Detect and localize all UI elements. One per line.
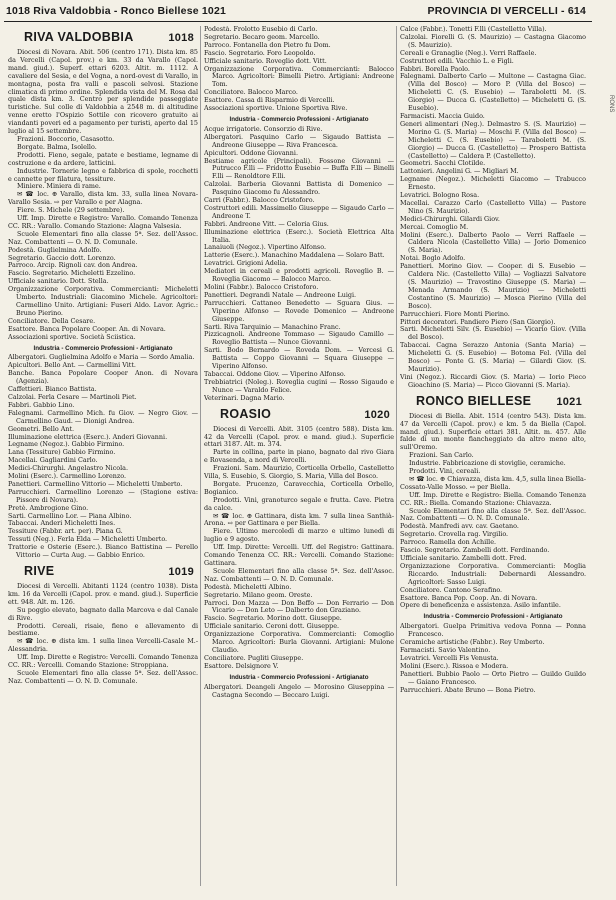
directory-entry: Organizzazione Corporativa. Commercianti: Moglia Riccardo. Industriali: Debernardi Alessandro. Agricoltori: Sasso Luigi.: [400, 561, 586, 586]
paragraph: Frazioni. Sam. Maurizio, Corticella Orbello, Castelletto Villa, S. Eusebio, S. Giorgio, S. Maria, Villa del Bosco.: [204, 464, 394, 481]
directory-entry: Lattonieri. Angelini G. — Migliari M.: [400, 167, 519, 176]
subsection-heading: Industria - Commercio Professioni - Artigianato: [229, 673, 369, 681]
column-3: [400, 26, 586, 894]
directory-entry: Ceramiche artistiche (Fabbr.). Rey Umberto.: [400, 638, 545, 647]
paragraph: ✉ ☎ loc. ⊕ dista km. 1 sulla linea Vercelli-Casale M.-Alessandria.: [8, 637, 198, 654]
directory-entry: Sarti. Micheletti Silv. (S. Eusebio) — Vicario Giov. (Villa del Bosco).: [400, 325, 586, 342]
directory-entry: Falegnami. Carmellino Mich. fu Giov. — Negro Giov. — Carmellino Gaud. — Dionigi Andrea.: [8, 408, 198, 425]
directory-entry: Medici-Chirurghi. Angelastro Nicola.: [8, 464, 129, 473]
directory-entry: Tessiture (Fabbr. art. per). Piana G.: [8, 527, 123, 536]
directory-entry: Tabaccai. Cagna Serazzo Antonia (Santa Maria) — Micheletti G. (S. Eusebio) — Botoma Fel. (Villa del Bosco) — Ponte G. (S. Maria) — Gilardi Giov. (S. Maurizio).: [400, 341, 586, 373]
directory-entry: Panettieri. Bubbio Paolo — Orto Pietro — Guildo Guildo — Gaiano Francesco.: [400, 669, 586, 686]
paragraph: Diocesi di Vercelli. Abitanti 1124 (centro 1038). Dista km. 16 da Vercelli (Capol. prov. e mand. giud.). Superficie ett. 948. Alt. m. 126.: [8, 582, 198, 606]
section-number: 1019: [168, 566, 194, 578]
directory-entry: Molini (Eserc.). Rissoa e Modera.: [400, 661, 509, 670]
directory-entry: Medici-Chirurghi. Gilardi Giov.: [400, 214, 500, 223]
column-divider: [200, 26, 201, 886]
column-1: [8, 26, 198, 894]
directory-entry: Costruttori edili. Massimello Giuseppe — Sigaudo Carlo — Andreone T.: [204, 203, 394, 220]
directory-entry: Ufficiale sanitario. Zambelli dott. Fred.: [400, 554, 527, 562]
directory-entry: Macellai. Gagliardini Carlo.: [8, 456, 98, 465]
subsection-heading: Industria - Commercio Professioni - Artigianato: [229, 115, 369, 123]
directory-entry: Molini (Eserc.). Carmellino Lorenzo.: [8, 472, 127, 481]
section-title: RIVA VALDOBBIA: [24, 30, 134, 44]
paragraph: Uff. Imp. Dirette e Registro: Biella. Comando Tenenza CC. RR.: Biella. Comando Stazione: Chiavazza.: [400, 490, 586, 507]
paragraph: ✉ ☎ loc. ⊕ Gattinara, dista km. 7 sulla linea Santhià-Arona. ⇨ per Gattinara e per Biella.: [204, 511, 394, 528]
paragraph: Diocesi di Novara. Abit. 506 (centro 171). Dista km. 85 da Vercelli (Capol. prov.) e km. 33 da Varallo (Capol. mand. giud.). Superf. ettari 6203. Altit. m. 1112. A cavaliere del Sesia, e del Vogna, a nord-ovest di Varallo, in montagna, posta fra valli e pascoli selvosi. Stazione climatica di primo ordine. Splendida vista del M. Rosa dal quale dista km. 3. Centro per splendide passeggiate turistiche. Sul colle di Valdobbia a 2548 m. di altitudine venne eretto l'Ospizio Sottile con ricovero gratuito ai viandanti poveri ed a pagamento per turisti, aperto dal 15 luglio al 15 settembre.: [8, 48, 198, 136]
directory-entry: Conciliatore. Cantono Serafino.: [400, 585, 503, 594]
directory-entry: Sarti. Riva Tarquinio — Manachino Franc.: [204, 322, 341, 331]
directory-entry: Fabbri. Borella Paolo.: [400, 64, 470, 73]
paragraph: Scuole Elementari fino alla classe 5ª. Sez. dell'Assoc. Naz. Combattenti — O. N. D. Comunale.: [400, 506, 586, 523]
directory-entry: Parrucchieri. Cattaneo Benedetto — Sguara Gius. — Viperino Alfonso — Rovede Domenico — Andreone Giuseppe.: [204, 298, 394, 323]
directory-entry: Latterie (Eserc.). Manachino Maddalena — Solaro Batt.: [204, 251, 385, 260]
directory-entry: Illuminazione elettrica (Eserc.). Società Elettrica Alta Italia.: [204, 227, 394, 244]
column-2: [204, 26, 394, 894]
directory-entry: Calzolai. Ferla Cesare — Martinoli Piet.: [8, 392, 137, 401]
directory-entry: Carri (Fabbr.). Balocco Cristoforo.: [204, 196, 315, 205]
directory-entry: Calzolai. Barberia Giovanni Battista di Domenico — Pasquino Giacomo fu Alessandro.: [204, 180, 394, 197]
paragraph: Frazioni. San Carlo.: [409, 451, 474, 460]
directory-entry: Conciliatore. Balocco Marco.: [204, 88, 298, 97]
paragraph: Fiere. Ultimo mercoledì di marzo e ultimo lunedì di luglio e 9 agosto.: [204, 527, 394, 544]
directory-entry: Molini (Fabbr.). Balocco Cristoforo.: [204, 283, 319, 291]
directory-entry: Albergatori. Pasquino Carlo — Sigaudo Battista — Andreone Giuseppe — Riva Francesca.: [204, 132, 394, 149]
directory-entry: Parroco. Ramella don Achille.: [400, 538, 497, 547]
directory-entry: Esattore. Banca Popolare Cooper. An. di Novara.: [8, 324, 166, 333]
page-header: [0, 0, 616, 22]
paragraph: Miniere. Miniera di rame.: [17, 182, 101, 191]
directory-entry: Banche. Banca Popolare Cooper Anon. di Novara (Agenzia).: [8, 369, 198, 386]
directory-entry: Albergatori. Guelpa Primitiva vedova Ponna — Ponna Francesco.: [400, 622, 586, 639]
paragraph: Uff. Imp. Dirette: Vercelli. Uff. del Registro: Gattinara. Comando Tenenza CC. RR.: Vercelli. Comando Stazione: Gattinara.: [204, 543, 394, 567]
directory-entry: Podestà. Guglielmina Adolfo.: [8, 245, 102, 254]
directory-entry: Mediatori in cereali e prodotti agricoli. Roveglio B. — Roveglia Giacomo — Balocco Marco.: [204, 267, 394, 284]
paragraph: Scuole Elementari fino alla classe 5ª. Sez. dell'Assoc. Naz. Combattenti — O. N. D. Comunale.: [8, 229, 198, 246]
directory-entry: Apicultori. Oddone Giovanni.: [204, 148, 298, 157]
directory-entry: Parroci. Don Mazza — Don Beffo — Don Ferrario — Don Vicario — Don Leto — Dalberto don Graziano.: [204, 598, 394, 615]
directory-entry: Bestiame agricole (Principali). Fossone Giovanni — Putrucco F.lli — Fridotto Eusebio — Buffa F.lli — Binelli F.lli — Renoldtore F.lli.: [204, 156, 394, 181]
directory-entry: Ufficiale sanitario. Dott. Stella.: [8, 277, 109, 286]
header-rule: [4, 21, 592, 22]
directory-entry: Vini (Negoz.). Riccardi Giov. (S. Maria) — Iorio Pieco Gioachino (S. Maria) — Picco Giovanni (S. Maria).: [400, 372, 586, 389]
directory-entry: Costruttori edili. Vacchio L. e Figli.: [400, 56, 514, 65]
directory-entry: Podestà. Frolotto Eusebio di Carlo.: [204, 26, 318, 33]
paragraph: Prodotti. Cereali, risaie, fieno e allevamento di bestiame.: [8, 621, 198, 638]
directory-entry: Parroco. Fontanella don Pietro fu Dom.: [204, 40, 331, 49]
section-number: 1018: [168, 32, 194, 44]
margin-note: RONS: [608, 95, 614, 113]
section-heading: [24, 563, 194, 580]
paragraph: Prodotti. Vini, granoturco segale e frutta. Cave. Pietra da calce.: [204, 495, 394, 512]
directory-entry: Organizzazione Corporativa. Commercianti: Micheletti Umberto. Industriali: Giacomino Michele. Agricoltori: Carmellino Unito. Artigiani: Fuseri Aldo. Lavor. Agric.: Bruno Pierino.: [8, 285, 198, 317]
directory-entry: Calzolai. Fiorelli G. (S. Maurizio) — Castagna Giacomo (S. Maurizio).: [400, 32, 586, 49]
directory-entry: Pittori decoratori. Pandiero Piero (San Giorgio).: [400, 317, 556, 326]
directory-entry: Illuminazione elettrica (Eserc.). Anderi Giovanni.: [8, 432, 168, 441]
subsection-heading: Industria - Commercio Professioni - Artigianato: [423, 613, 563, 621]
column-divider: [396, 26, 397, 886]
directory-entry: Esattore. Cassa di Risparmio di Vercelli.: [204, 96, 335, 105]
directory-entry: Tabaccai. Anderi Micheletti Ines.: [8, 519, 116, 528]
directory-entry: Segretario. Gaccio dott. Lorenzo.: [8, 253, 116, 262]
directory-entry: Cereali e Granaglie (Neg.). Verri Raffaele.: [400, 48, 537, 57]
directory-entry: Segretario. Crovella rag. Virgilio.: [400, 530, 509, 539]
section-number: 1021: [556, 395, 582, 408]
directory-entry: Pizzicagnoli. Andreone Tommaso — Sigaudo Camillo — Roveglio Battista — Nunce Giovanni.: [204, 330, 394, 347]
paragraph: Su poggio elevato, bagnato dalla Marcova e dal Canale di Rive.: [8, 605, 198, 622]
directory-entry: Falegnami. Dalberto Carlo — Multone — Castagna Giac. (Villa del Bosco) — Moro P. (Villa del Bosco) — Micheletti C. (S. Eusebio) — Taraboletti M. (S. Giorgio) — Ducca G. (Castelletto) — Micheletti G. (S. Eusebio).: [400, 72, 586, 113]
directory-entry: Geometri. Sacchi Clotilde.: [400, 159, 486, 168]
section-title: ROASIO: [220, 406, 272, 421]
directory-entry: Opere di beneficenza e assistenza. Asilo infantile.: [400, 601, 561, 610]
section-heading: [220, 406, 390, 423]
paragraph: Prodotti. Vini, cereali.: [409, 467, 481, 476]
paragraph: Scuole Elementari fino alla classe 5ª. Sez. dell'Assoc. Naz. Combattenti — O. N. D. Comunale.: [204, 566, 394, 583]
directory-entry: Mercai. Comoglio M.: [400, 222, 469, 231]
directory-entry: Pretè. Ambrogione Gino.: [8, 503, 89, 512]
directory-entry: Geometri. Bello Ant.: [8, 424, 75, 433]
directory-entry: Levatrici. Grigioni Adelia.: [204, 259, 288, 268]
directory-entry: Fascio. Segretario. Micheletti Ezzelino.: [8, 269, 136, 278]
section-heading: [24, 29, 194, 46]
paragraph: Industrie. Tornerie legno e fabbrica di spole, rocchetti e cannette per filatura, tessiture.: [8, 166, 198, 183]
paragraph: Industrie. Fabbricazione di stoviglie, ceramiche.: [409, 459, 566, 468]
directory-entry: Segretario. Becaro geom. Marcello.: [204, 32, 320, 41]
directory-entry: Panettieri. Morino Giov. — Cooper. di S. Eusebio — Caldera Nic. (Castelletto Villa) — Vogliazzi Salvatore (S. Maurizio) — Travostino Giuseppe (S. Maria) — Menada Armando (S. Maurizio) — Micheletti Costantino (S. Maurizio) — Mosca Pierino (Villa del Bosco).: [400, 262, 586, 310]
paragraph: Uff. Imp. Dirette e Registro: Vercelli. Comando Tenenza CC. RR.: Vercelli. Comando Stazione: Stroppiana.: [8, 653, 198, 670]
directory-entry: Associazioni sportive. Società Sciistica.: [8, 332, 136, 341]
paragraph: Diocesi di Biella. Abit. 1514 (centro 543). Dista km. 47 da Vercelli (Capol. prov.) e km. 5 da Biella (Capol. mand. giud.). Superficie ettari 381. Altit. m. 457. Alle falde di un monte fiancheggiato da altro meno alto, sull'Oremo.: [400, 411, 586, 452]
section-title: RONCO BIELLESE: [416, 393, 532, 408]
directory-entry: Notai. Boglo Adolfo.: [400, 254, 466, 263]
section-number: 1020: [364, 408, 390, 421]
paragraph: Scuole Elementari fino alla classe 5ª. Sez. dell'Assoc. Naz. Combattenti — O. N. D. Comunale.: [8, 668, 198, 685]
directory-entry: Generi alimentari (Neg.). Delmastro S. (S. Maurizio) — Morino G. (S. Maria) — Moschi F. (Villa del Bosco) — Micheletti C. (S. Eusebio) — Taraboletti M. (S. Giorgio) — Ducca G. (Castelletto) — Prospero Battista (Castelletto) — Caldera P. (Castelletto).: [400, 119, 586, 160]
directory-entry: Lanaiuoli (Negoz.). Vipertino Alfonso.: [204, 243, 326, 252]
directory-entry: Lana (Tessiture) Gabbio Firmino.: [8, 448, 116, 457]
directory-entry: Conciliatore. Pugliti Giuseppe.: [204, 653, 304, 662]
paragraph: Parte in collina, parte in piano, bagnato dal rivo Giara e Rovasenda, a nord di Vercelli.: [204, 448, 394, 465]
paragraph: Uff. Imp. Dirette e Registro: Varallo. Comando Tenenza CC. RR.: Varallo. Comando Stazione: Alagna Valsesia.: [8, 214, 198, 230]
header-right: PROVINCIA DI VERCELLI - 614: [427, 5, 586, 17]
paragraph: Diocesi di Vercelli. Abit. 3105 (centro 588). Dista km. 42 da Vercelli (Capol. prov. e mand. giud.). Superficie ettari 3187. Alt. m. 374.: [204, 424, 394, 449]
paragraph: ✉ ☎ loc. ⊕ Chiavazza, dista km. 4,5, sulla linea Biella-Cossato-Valle Mosso. ⇨ per Biella.: [400, 474, 586, 491]
directory-entry: Fascio. Segretario. Zambelli dott. Ferdinando.: [400, 546, 550, 555]
directory-entry: Conciliatore. Della Cesare.: [8, 316, 96, 325]
directory-entry: Levatrici. Bologno Rosa.: [400, 191, 480, 200]
directory-entry: Macellai. Carazzo Carlo (Castelletto Villa) — Pastore Nino (S. Maurizio).: [400, 198, 586, 215]
directory-entry: Esattore. Banca Pop. Coop. An. di Novara.: [400, 593, 538, 602]
directory-entry: Ufficiale sanitario. Ceroni dott. Giuseppe.: [204, 622, 340, 631]
directory-entry: Tessuti (Neg.). Ferla Elda — Micheletti Umberto.: [8, 535, 168, 544]
directory-entry: Associazioni sportive. Unione Sportiva Rive.: [204, 104, 348, 113]
directory-entry: Fabbri. Gabbio Lino.: [8, 400, 75, 409]
header-left: 1018 Riva Valdobbia - Ronco Biellese 1021: [6, 5, 227, 17]
directory-entry: Sarti. Carmellino Lor. — Piana Albino.: [8, 511, 132, 520]
directory-entry: Levatrici. Vercelli Fis Venusta.: [400, 653, 499, 662]
directory-entry: Segretario. Milano geom. Oreste.: [204, 590, 313, 599]
directory-entry: Organizzazione Corporativa. Commercianti: Comoglio Marco. Agricoltori: Burla Giovanni. Artigiani: Mulone Claudio.: [204, 630, 394, 654]
directory-entry: Parroco. Arcip. Rignoli cav. don Andrea.: [8, 261, 138, 270]
directory-entry: Trebbiatrici (Noleg.). Roveglia cugini — Rosso Sigaudo e Nunce — Varaldo Felice.: [204, 377, 394, 394]
directory-entry: Fascio. Segretario. Foro Leopoldo.: [204, 48, 316, 57]
directory-entry: Panettieri. Degrandi Natale — Andreone Luigi.: [204, 290, 357, 299]
paragraph: Borgate. Balma, Isolello.: [17, 142, 97, 151]
directory-entry: Sarti. Bodo Bernardo — Roveda Dom. — Vercesi G. Battista — Coppo Giovanni — Squara Giuseppe — Viperino Alfonso.: [204, 346, 394, 371]
directory-entry: Parrucchieri. Abate Bruno — Bona Pietro.: [400, 685, 536, 694]
directory-entry: Calce (Fabbr.). Tonetti F.lli (Castelletto Villa).: [400, 26, 547, 33]
directory-entry: Farmacisti. Maccia Guido.: [400, 111, 485, 120]
directory-entry: Podestà. Micheletti Albino.: [204, 582, 292, 591]
section-heading: [416, 393, 582, 410]
directory-entry: Legname (Negoz.). Micheletti Giacomo — Trabucco Ernesto.: [400, 175, 586, 192]
directory-entry: Tabaccai. Oddone Giov. — Viperino Alfonso.: [204, 369, 346, 378]
directory-entry: Podestà. Manfredi avv. cav. Gaetano.: [400, 522, 519, 531]
paragraph: Fiere. S. Michele (29 settembre).: [17, 206, 125, 215]
paragraph: ✉ ☎ loc. ⊕ Varallo, dista km. 33, sulla linea Novara-Varallo Sesia. ⇨ per Varallo e per Alagna.: [8, 190, 198, 207]
directory-entry: Farmacisti. Savio Valentino.: [400, 645, 491, 654]
directory-entry: Molini (Eserc.). Dalberto Paolo — Verri Raffaele — Caldera Nicola (Castelletto Villa) — Jorio Domenico (S. Maria).: [400, 230, 586, 255]
directory-entry: Esattore. Delsignore V.: [204, 661, 279, 670]
directory-entry: Ufficiale sanitario. Roveglio dott. Vitt.: [204, 56, 327, 65]
directory-entry: Albergatori. Deangeli Angelo — Morosino Giuseppina — Castagna Secondo — Beccaro Luigi.: [204, 682, 394, 699]
directory-entry: Albergatori. Guglielmina Adolfo e Maria — Sordo Amalia.: [8, 353, 195, 362]
directory-entry: Organizzazione Corporativa. Commercianti: Balocco Marco. Agricoltori: Bimelli Pietro. Artigiani: Andreone Tom.: [204, 64, 394, 89]
directory-entry: Apicultori. Bello Ant. — Carmellini Vitt.: [8, 361, 136, 370]
directory-entry: Parrucchieri. Fiore Monti Pierino.: [400, 309, 510, 318]
section-title: RIVE: [24, 564, 55, 578]
directory-entry: Fabbri. Andreone Vitt. — Celoria Gius.: [204, 219, 329, 228]
directory-entry: Veterinari. Dagna Mario.: [204, 393, 285, 402]
directory-entry: Caffettieri. Bianco Battista.: [8, 385, 97, 394]
paragraph: Frazioni. Boccorio, Casasotto.: [17, 134, 115, 143]
directory-entry: Trattorie e Osterie (Eserc.). Bianco Battistina — Perello Vittorio — Curta Aug. — Gabbio Enrico.: [8, 543, 198, 560]
directory-entry: Legname (Negoz.). Gabbio Firmino.: [8, 440, 125, 449]
subsection-heading: Industria - Commercio Professioni - Artigianato: [33, 344, 173, 352]
directory-entry: Fascio. Segretario. Morino dott. Giuseppe.: [204, 614, 342, 623]
paragraph: Prodotti. Fieno, segale, patate e bestiame, legname di costruzione e da ardere, latticini.: [8, 150, 198, 167]
paragraph: Borgate. Prucenzo, Caravecchia, Corticella Orbello, Bogianico.: [204, 479, 394, 496]
directory-entry: Panettieri. Carmellino Vittorio — Micheletti Umberto.: [8, 479, 183, 488]
directory-entry: Acque irrigatorie. Consorzio di Rive.: [204, 124, 323, 133]
directory-entry: Parrucchieri. Carmellino Lorenzo — (Stagione estiva: Pissore di Novara).: [8, 487, 198, 504]
